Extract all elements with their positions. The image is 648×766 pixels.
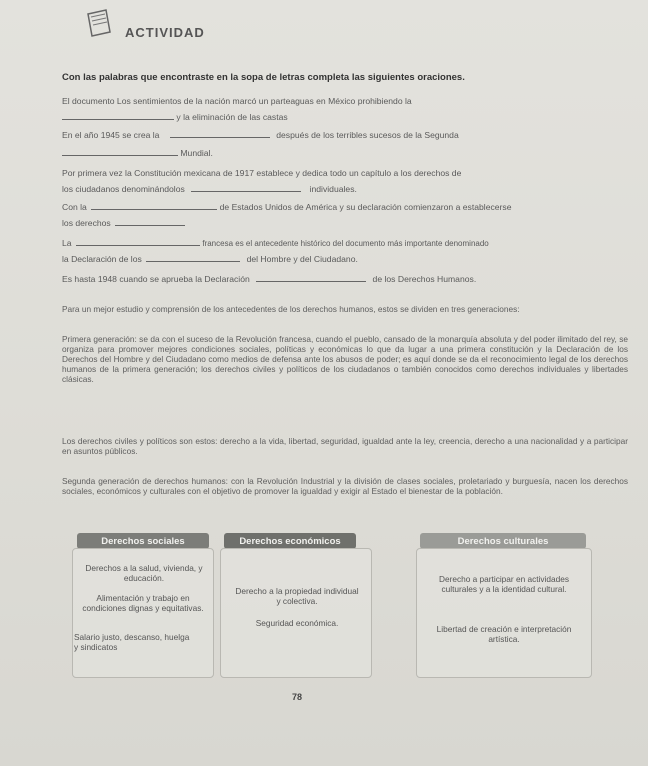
- sentence-4-line-1: [62, 200, 512, 212]
- sentence-5-middle: francesa es el antecedente histórico del documento más importante denominado: [202, 239, 489, 248]
- blank-field-9[interactable]: [256, 272, 366, 282]
- social-item-salary: Salario justo, descanso, huelga y sindicatos: [74, 632, 190, 652]
- category-header-social: Derechos sociales: [77, 533, 209, 549]
- category-header-economic: Derechos económicos: [224, 533, 356, 549]
- blank-field-2[interactable]: [170, 128, 270, 138]
- sentence-3-start: los ciudadanos denominándolos: [62, 184, 185, 194]
- sentence-2-line-1: [62, 128, 459, 140]
- sentence-4-start: Con la: [62, 202, 87, 212]
- sentence-6-line-1: [62, 272, 476, 284]
- sentence-2-middle: después de los terribles sucesos de la Segunda: [276, 130, 459, 140]
- category-box-cultural: [416, 548, 592, 678]
- blank-field-3[interactable]: [62, 146, 178, 156]
- economic-item-property: Derecho a la propiedad individual y colectiva.: [235, 586, 359, 606]
- sentence-1-end: y la eliminación de las castas: [176, 112, 288, 122]
- blank-field-4[interactable]: [191, 182, 301, 192]
- sentence-5-cont: la Declaración de los: [62, 254, 142, 264]
- activity-title: ACTIVIDAD: [125, 25, 205, 40]
- sentence-5-start: La: [62, 238, 72, 248]
- sentence-3-line-2: [62, 182, 357, 194]
- sentence-1-line-2: [62, 110, 288, 122]
- instruction-text: Con las palabras que encontraste en la sopa de letras completa las siguientes oraciones.: [62, 72, 465, 83]
- sentence-4-line-2: [62, 216, 185, 228]
- sentence-4-end: los derechos: [62, 218, 111, 228]
- category-header-cultural: Derechos culturales: [420, 533, 586, 549]
- sentence-3-line-1: Por primera vez la Constitución mexicana de 1917 establece y dedica todo un capítulo a los derechos de: [62, 168, 462, 178]
- sentence-2-end: Mundial.: [180, 148, 213, 158]
- sentence-1-line-1: El documento Los sentimientos de la nación marcó un parteaguas en México prohibiendo la: [62, 96, 412, 106]
- social-item-food-work: Alimentación y trabajo en condiciones dignas y equitativas.: [82, 593, 204, 613]
- sentence-3-end: individuales.: [309, 184, 357, 194]
- sentence-6-end: de los Derechos Humanos.: [372, 274, 477, 284]
- page-number: 78: [292, 692, 303, 702]
- sentence-6-start: Es hasta 1948 cuando se aprueba la Declaración: [62, 274, 250, 284]
- sentence-4-middle: de Estados Unidos de América y su declaración comienzaron a establecerse: [219, 202, 512, 212]
- notebook-icon: [84, 8, 114, 38]
- cultural-item-creation: Libertad de creación e interpretación artística.: [436, 624, 572, 644]
- paragraph-second-generation: Segunda generación de derechos humanos: con la Revolución Industrial y la división de clases sociales, proletariado y burguesía, nacen los derechos sociales, económicos y culturales con el objetivo de promover la igualdad y exigir al Estado el bienestar de la población.: [62, 476, 628, 496]
- sentence-5-line-2: [62, 252, 358, 264]
- blank-field-6[interactable]: [115, 216, 185, 226]
- sentence-2-line-2: [62, 146, 213, 158]
- social-item-health: Derechos a la salud, vivienda, y educación.: [85, 563, 203, 583]
- blank-field-5[interactable]: [91, 200, 217, 210]
- paragraph-civil-rights: Los derechos civiles y políticos son estos: derecho a la vida, libertad, seguridad, igualdad ante la ley, creencia, derecho a una nacionalidad y a participar en asuntos públicos.: [62, 436, 628, 456]
- category-box-economic: [220, 548, 372, 678]
- cultural-item-participation: Derecho a participar en actividades culturales y a la identidad cultural.: [438, 574, 570, 594]
- sentence-5-line-1: [62, 236, 489, 248]
- paragraph-intro: Para un mejor estudio y comprensión de los antecedentes de los derechos humanos, estos se dividen en tres generaciones:: [62, 304, 520, 314]
- blank-field-7[interactable]: [76, 236, 200, 246]
- blank-field-8[interactable]: [146, 252, 240, 262]
- blank-field-1[interactable]: [62, 110, 174, 120]
- sentence-2-start: En el año 1945 se crea la: [62, 130, 160, 140]
- paragraph-first-generation: Primera generación: se da con el suceso de la Revolución francesa, cuando el pueblo, cansado de la monarquía absoluta y del poder ilimitado del rey, se organiza para promover mejores condiciones sociales, políticas y económicas lo que da lugar a una primera constitución y la Declaración de los Derechos del Hombre y del Ciudadano como medios de defensa ante los abusos de poder; es aquí donde se da el reconocimiento legal de los derechos humanos de la primera generación; los derechos civiles y políticos de los ciudadanos o también conocidos como derechos individuales y libertades clásicas.: [62, 334, 628, 384]
- economic-item-security: Seguridad económica.: [255, 618, 339, 628]
- sentence-5-end: del Hombre y del Ciudadano.: [246, 254, 358, 264]
